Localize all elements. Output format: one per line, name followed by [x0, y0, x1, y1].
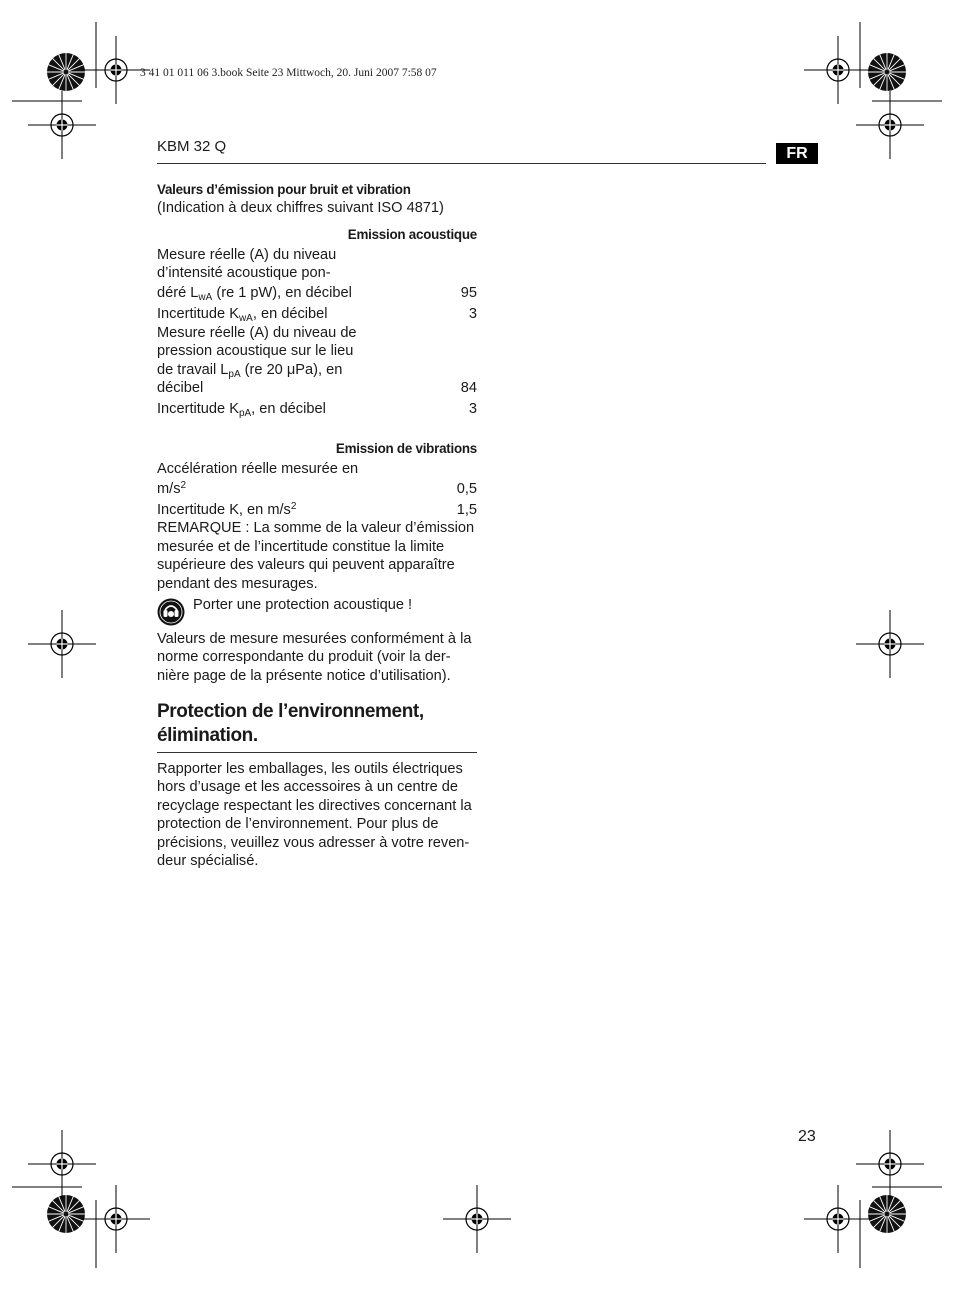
book-info: 3 41 01 011 06 3.book Seite 23 Mittwoch, 20. Juni 2007 7:58 07: [140, 67, 437, 79]
kpa-value: 3: [468, 401, 477, 418]
k-label: Incertitude K, en $m/s^2$: [157, 501, 297, 518]
lpa-line-3: de travail $L_{pA}$ (re 20 μPa), en: [157, 361, 343, 380]
lpa-line-2: pression acoustique sur le lieu: [157, 343, 354, 360]
accel-label: $m/s^2$: [157, 480, 187, 497]
ear-protection-icon: [157, 598, 185, 626]
accel-line-1: Accélération réelle mesurée en: [157, 461, 359, 477]
vibration-table: [157, 460, 477, 593]
table-row-k: [157, 498, 477, 519]
table-row-kwa: [157, 303, 477, 324]
model-name: KBM 32 Q: [157, 138, 227, 155]
environment-heading: Protection de l’environnement, élimination.: [157, 701, 424, 746]
ear-protection-text: Porter une protection acoustique !: [193, 597, 413, 613]
lpa-value: 84: [460, 380, 477, 397]
kwa-value: 3: [468, 306, 477, 323]
table-row-accel: [157, 478, 477, 498]
table-row-lwa: [157, 283, 477, 303]
kpa-label: Incertitude $K_{pA}$, en décibel: [157, 401, 326, 420]
header-divider: [157, 163, 766, 164]
measurement-note: Valeurs de mesure mesurées conformément à la norme correspondante du produit (voir la der-nière page de la présente notice d’utilisation).: [157, 631, 472, 684]
lwa-line-2: d’intensité acoustique pon-: [157, 265, 331, 282]
emission-section: [157, 181, 477, 218]
environment-body: Rapporter les emballages, les outils électriques hors d’usage et les accessoires à un centre de recyclage respectant les directives concernant la protection de l’environnement. Pour plus de précisions, veuillez vous adresser à votre reven-deur spécialisé.: [157, 761, 472, 870]
acoustic-heading: Emission acoustique: [347, 227, 477, 242]
environment-divider: [157, 752, 477, 753]
lwa-value: 95: [460, 285, 477, 302]
emission-subtitle: (Indication à deux chiffres suivant ISO 4871): [157, 200, 444, 217]
k-value: 1,5: [456, 502, 477, 518]
page-number: 23: [798, 1128, 816, 1145]
vibration-heading: Emission de vibrations: [335, 441, 477, 456]
remark-text: REMARQUE : La somme de la valeur d’émission mesurée et de l’incertitude constitue la limite supérieure des valeurs qui peuvent apparaître pendant des mesurages.: [157, 520, 475, 592]
lpa-label-last: décibel: [157, 380, 204, 397]
lwa-line-1: Mesure réelle (A) du niveau: [157, 247, 337, 263]
language-badge: FR: [776, 143, 818, 164]
accel-value: 0,5: [456, 481, 477, 497]
lwa-label: déré $L_{wA}$ (re 1 pW), en décibel: [157, 285, 352, 304]
table-row-lpa: [157, 379, 477, 397]
kwa-label: Incertitude $K_{wA}$, en décibel: [157, 306, 328, 325]
emission-title: Valeurs d’émission pour bruit et vibration: [157, 182, 411, 197]
lpa-line-1: Mesure réelle (A) du niveau de: [157, 324, 357, 341]
table-row-kpa: [157, 397, 477, 418]
acoustic-table: [157, 246, 477, 418]
